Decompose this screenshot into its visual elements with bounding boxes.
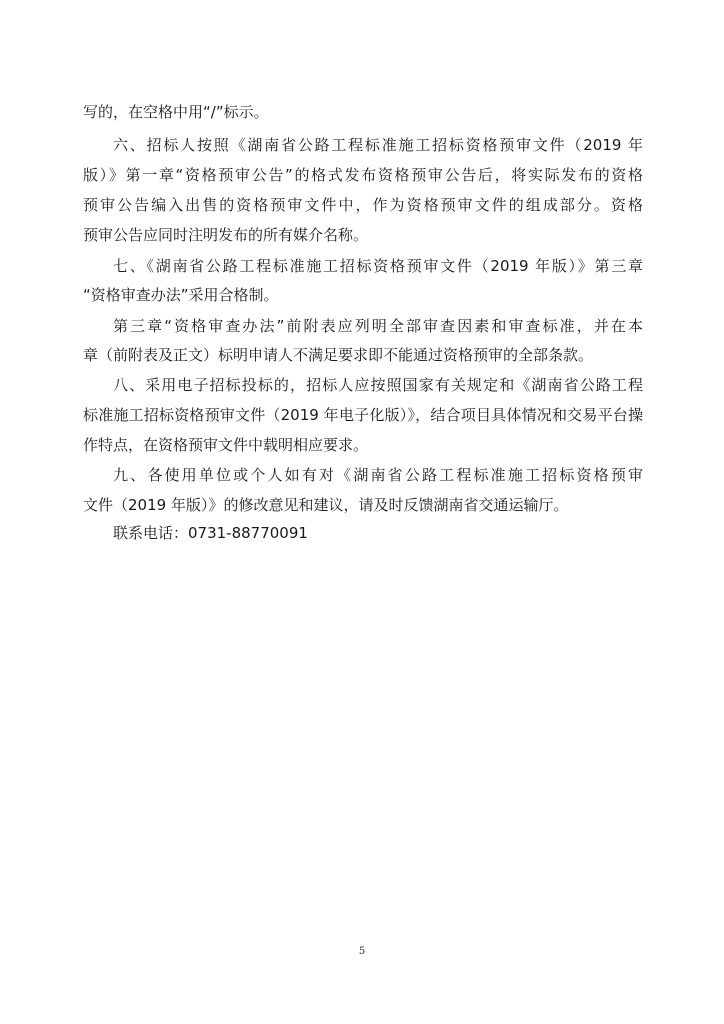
page-number: 5 (358, 946, 366, 957)
paragraph-line: 作特点，在资格预审文件中载明相应要求。 (83, 436, 369, 454)
paragraph-line: 第三章“资格审查办法”前附表应列明全部审查因素和审查标准，并在本 (113, 317, 643, 335)
paragraph-line: 九、各使用单位或个人如有对《湖南省公路工程标准施工招标资格预审 (113, 466, 643, 484)
paragraph-line: 六、招标人按照《湖南省公路工程标准施工招标资格预审文件（2019 年 (113, 136, 643, 154)
paragraph-line: 七、《湖南省公路工程标准施工招标资格预审文件（2019 年版）》第三章 (113, 257, 643, 275)
contact-phone: 联系电话：0731-88770091 (113, 524, 308, 542)
paragraph-line: 版）》第一章“资格预审公告”的格式发布资格预审公告后，将实际发布的资格 (83, 166, 643, 184)
paragraph-line: 写的，在空格中用“/”标示。 (83, 103, 269, 121)
paragraph-line: 预审公告编入出售的资格预审文件中，作为资格预审文件的组成部分。资格 (83, 196, 643, 214)
paragraph-line: 八、采用电子招标投标的，招标人应按照国家有关规定和《湖南省公路工程 (113, 376, 643, 394)
paragraph-line: “资格审查办法”采用合格制。 (83, 286, 279, 304)
paragraph-line: 文件（2019 年版）》的修改意见和建议，请及时反馈湖南省交通运输厅。 (83, 496, 569, 514)
paragraph-line: 标准施工招标资格预审文件（2019 年电子化版）》，结合项目具体情况和交易平台操 (83, 406, 643, 424)
paragraph-line: 章（前附表及正文）标明申请人不满足要求即不能通过资格预审的全部条款。 (83, 346, 594, 364)
paragraph-line: 预审公告应同时注明发布的所有媒介名称。 (83, 226, 369, 244)
